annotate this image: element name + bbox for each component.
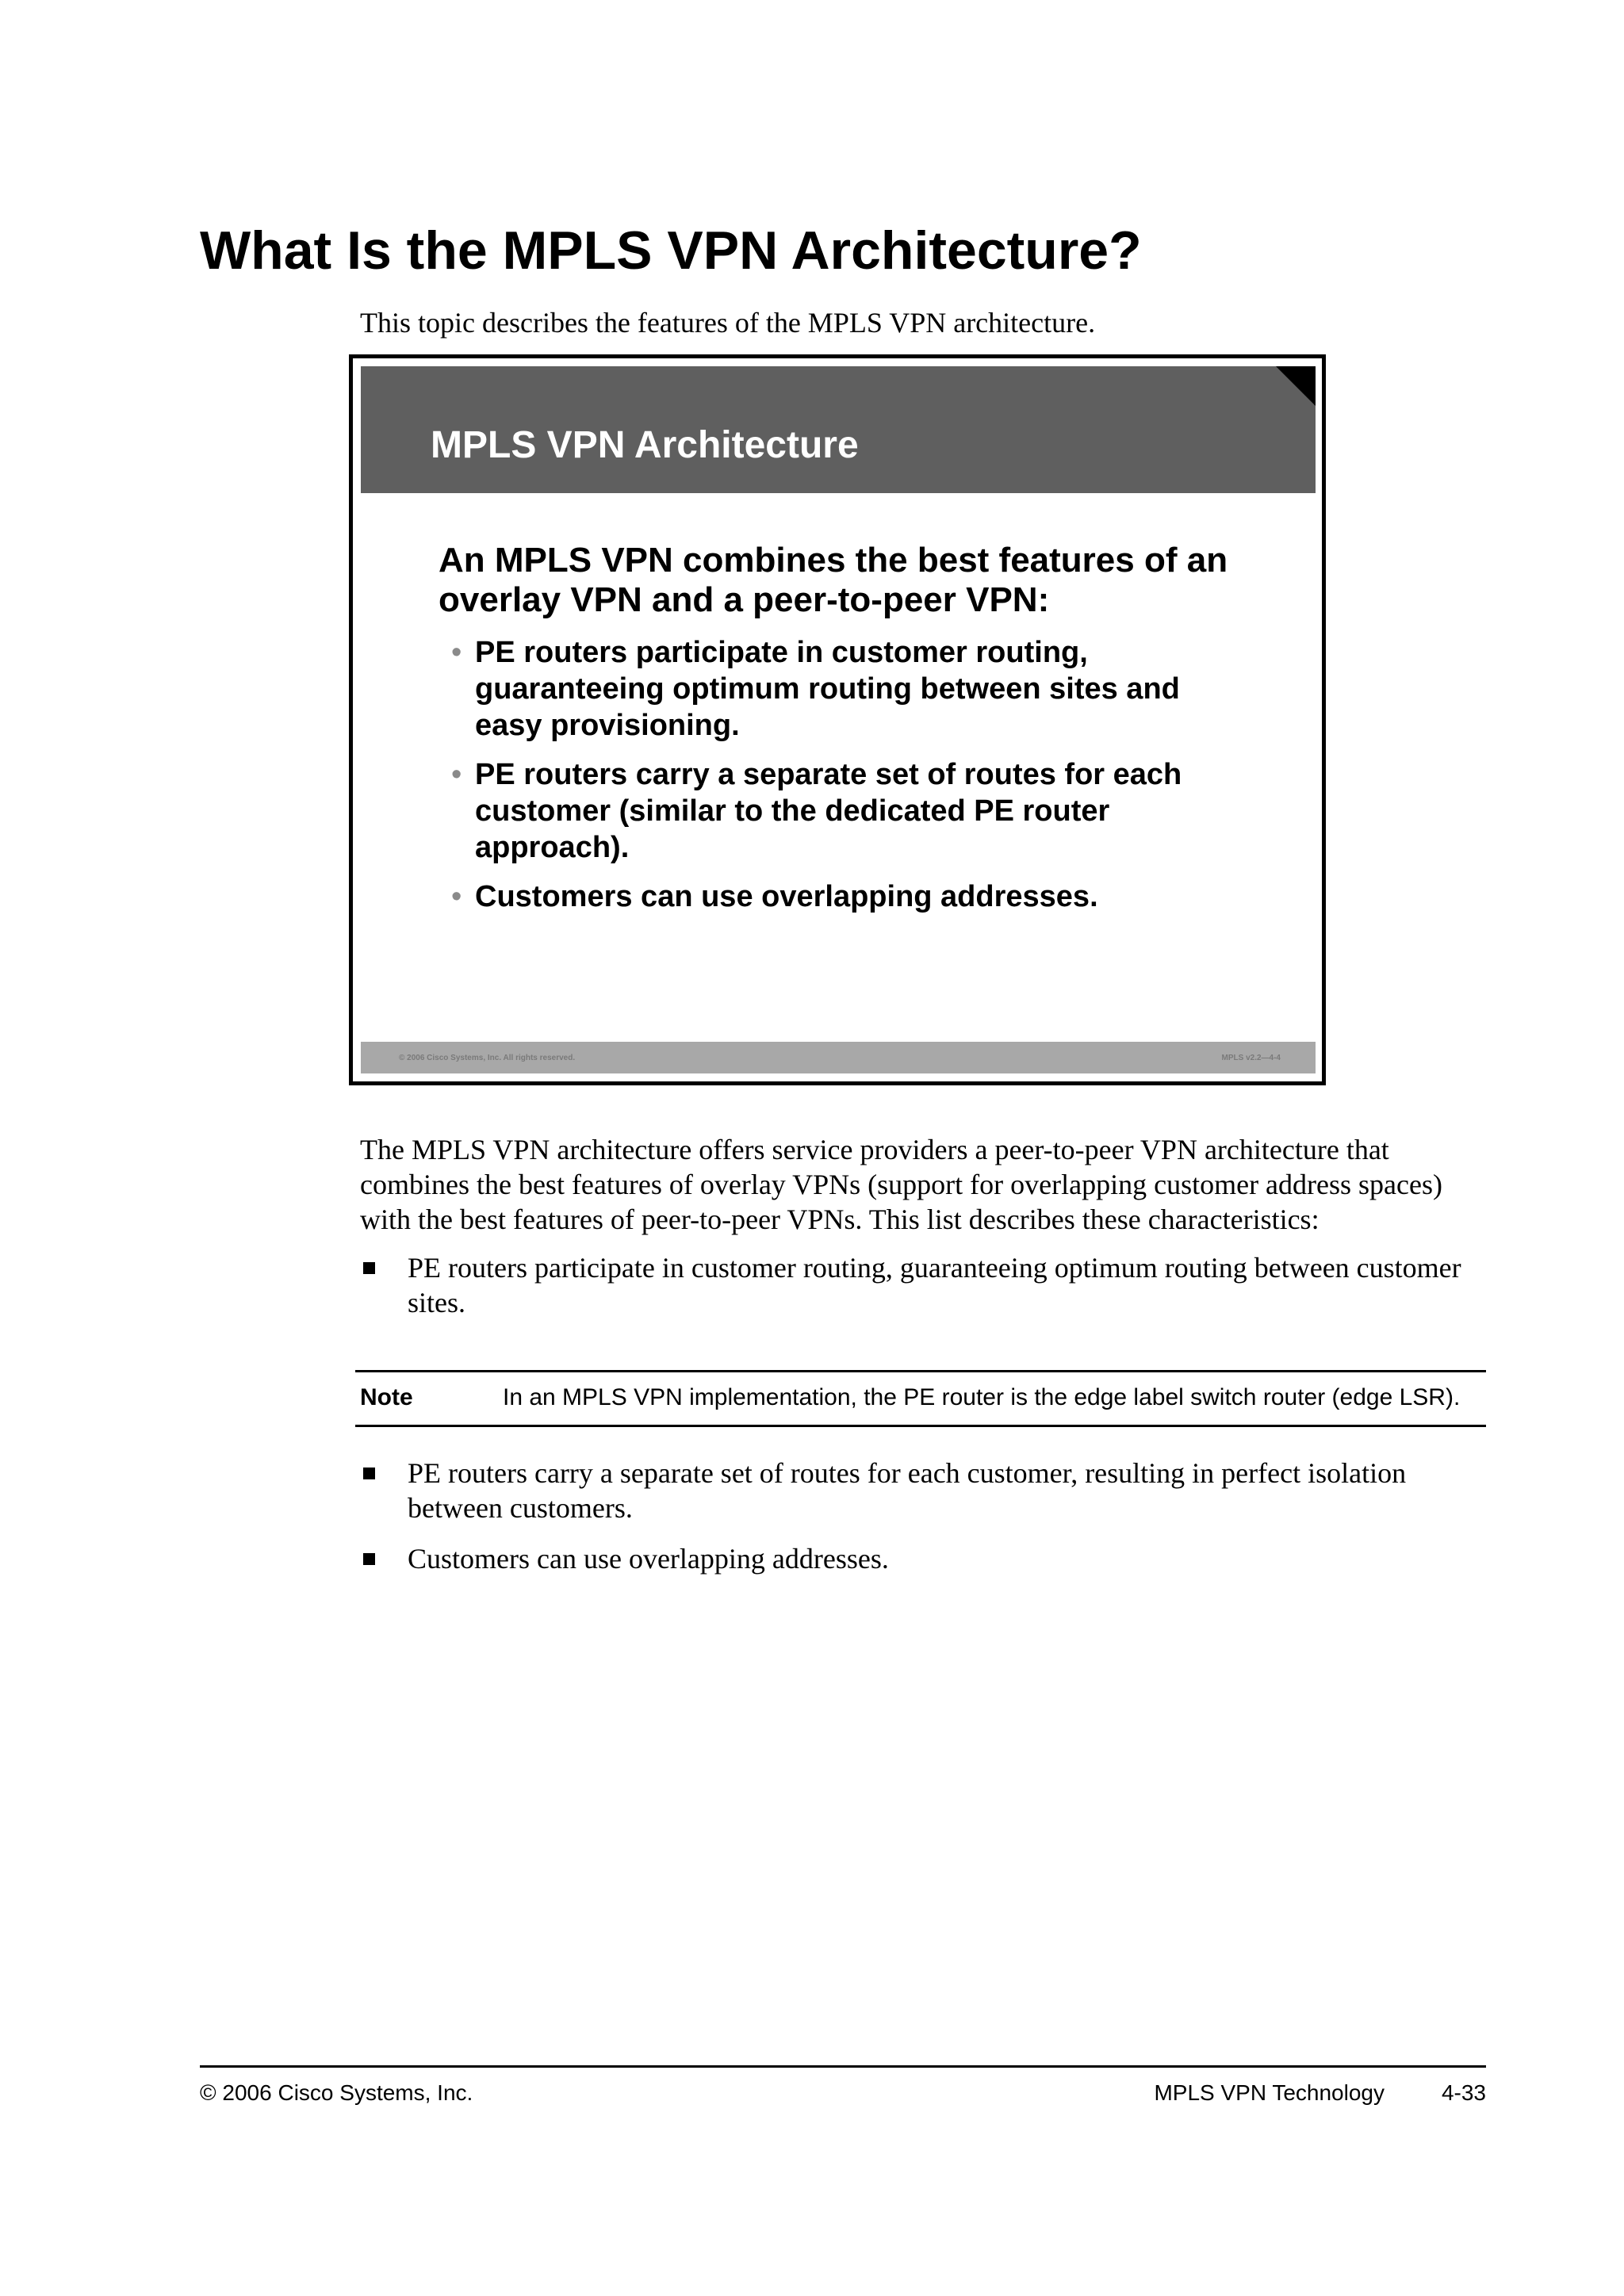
note-text: In an MPLS VPN implementation, the PE router is the edge label switch router (edge LSR). xyxy=(503,1384,1461,1410)
list-item-text: PE routers participate in customer routing, guaranteeing optimum routing between customer sites. xyxy=(408,1252,1461,1318)
bullet-dot-icon: • xyxy=(451,880,462,913)
list-item xyxy=(360,1456,1486,1525)
slide-bullet-text: PE routers participate in customer routing, guaranteeing optimum routing between sites and easy provisioning. xyxy=(475,636,1180,742)
slide-bullet xyxy=(439,634,1239,744)
slide-footer xyxy=(361,1042,1316,1073)
bullet-dot-icon: • xyxy=(451,636,462,669)
slide-bullet-text: PE routers carry a separate set of routes for each customer (similar to the dedicated PE router approach). xyxy=(475,758,1182,864)
slide-bullet-list xyxy=(439,634,1239,915)
body-paragraph: The MPLS VPN architecture offers service providers a peer-to-peer VPN architecture that combines the best features of overlay VPNs (support for overlapping customer address spaces) with the best features of peer-to-peer VPNs. This list describes these characteristics: xyxy=(360,1134,1442,1235)
page-number: 4-33 xyxy=(1441,2080,1486,2105)
slide-bullet xyxy=(439,756,1239,866)
characteristics-list xyxy=(360,1250,1486,1336)
footer-copyright: © 2006 Cisco Systems, Inc. xyxy=(200,2080,473,2105)
square-bullet-icon xyxy=(363,1553,375,1565)
slide-corner-mark xyxy=(1276,366,1316,406)
square-bullet-icon xyxy=(363,1262,375,1274)
slide-body xyxy=(439,541,1239,928)
list-item-text: Customers can use overlapping addresses. xyxy=(408,1543,889,1575)
page-footer xyxy=(200,2065,1486,2115)
footer-section: MPLS VPN Technology xyxy=(1154,2080,1385,2105)
note-label: Note xyxy=(360,1384,413,1410)
slide-figure xyxy=(349,354,1326,1085)
slide-lead: An MPLS VPN combines the best features of an overlay VPN and a peer-to-peer VPN: xyxy=(439,541,1228,619)
slide-title: MPLS VPN Architecture xyxy=(431,424,859,466)
list-item xyxy=(360,1250,1486,1320)
page-title: What Is the MPLS VPN Architecture? xyxy=(200,220,1142,281)
slide-copyright: © 2006 Cisco Systems, Inc. All rights reserved. xyxy=(399,1054,576,1062)
bullet-dot-icon: • xyxy=(451,758,462,791)
list-item-text: PE routers carry a separate set of routes for each customer, resulting in perfect isolation between customers. xyxy=(408,1457,1407,1524)
square-bullet-icon xyxy=(363,1468,375,1479)
characteristics-list-continued xyxy=(360,1456,1486,1592)
slide-code: MPLS v2.2—4-4 xyxy=(1221,1054,1281,1062)
slide-bullet-text: Customers can use overlapping addresses. xyxy=(475,880,1098,913)
slide-bullet xyxy=(439,878,1239,915)
note-box xyxy=(355,1370,1486,1427)
list-item xyxy=(360,1541,1486,1576)
topic-intro: This topic describes the features of the MPLS VPN architecture. xyxy=(360,307,1096,339)
